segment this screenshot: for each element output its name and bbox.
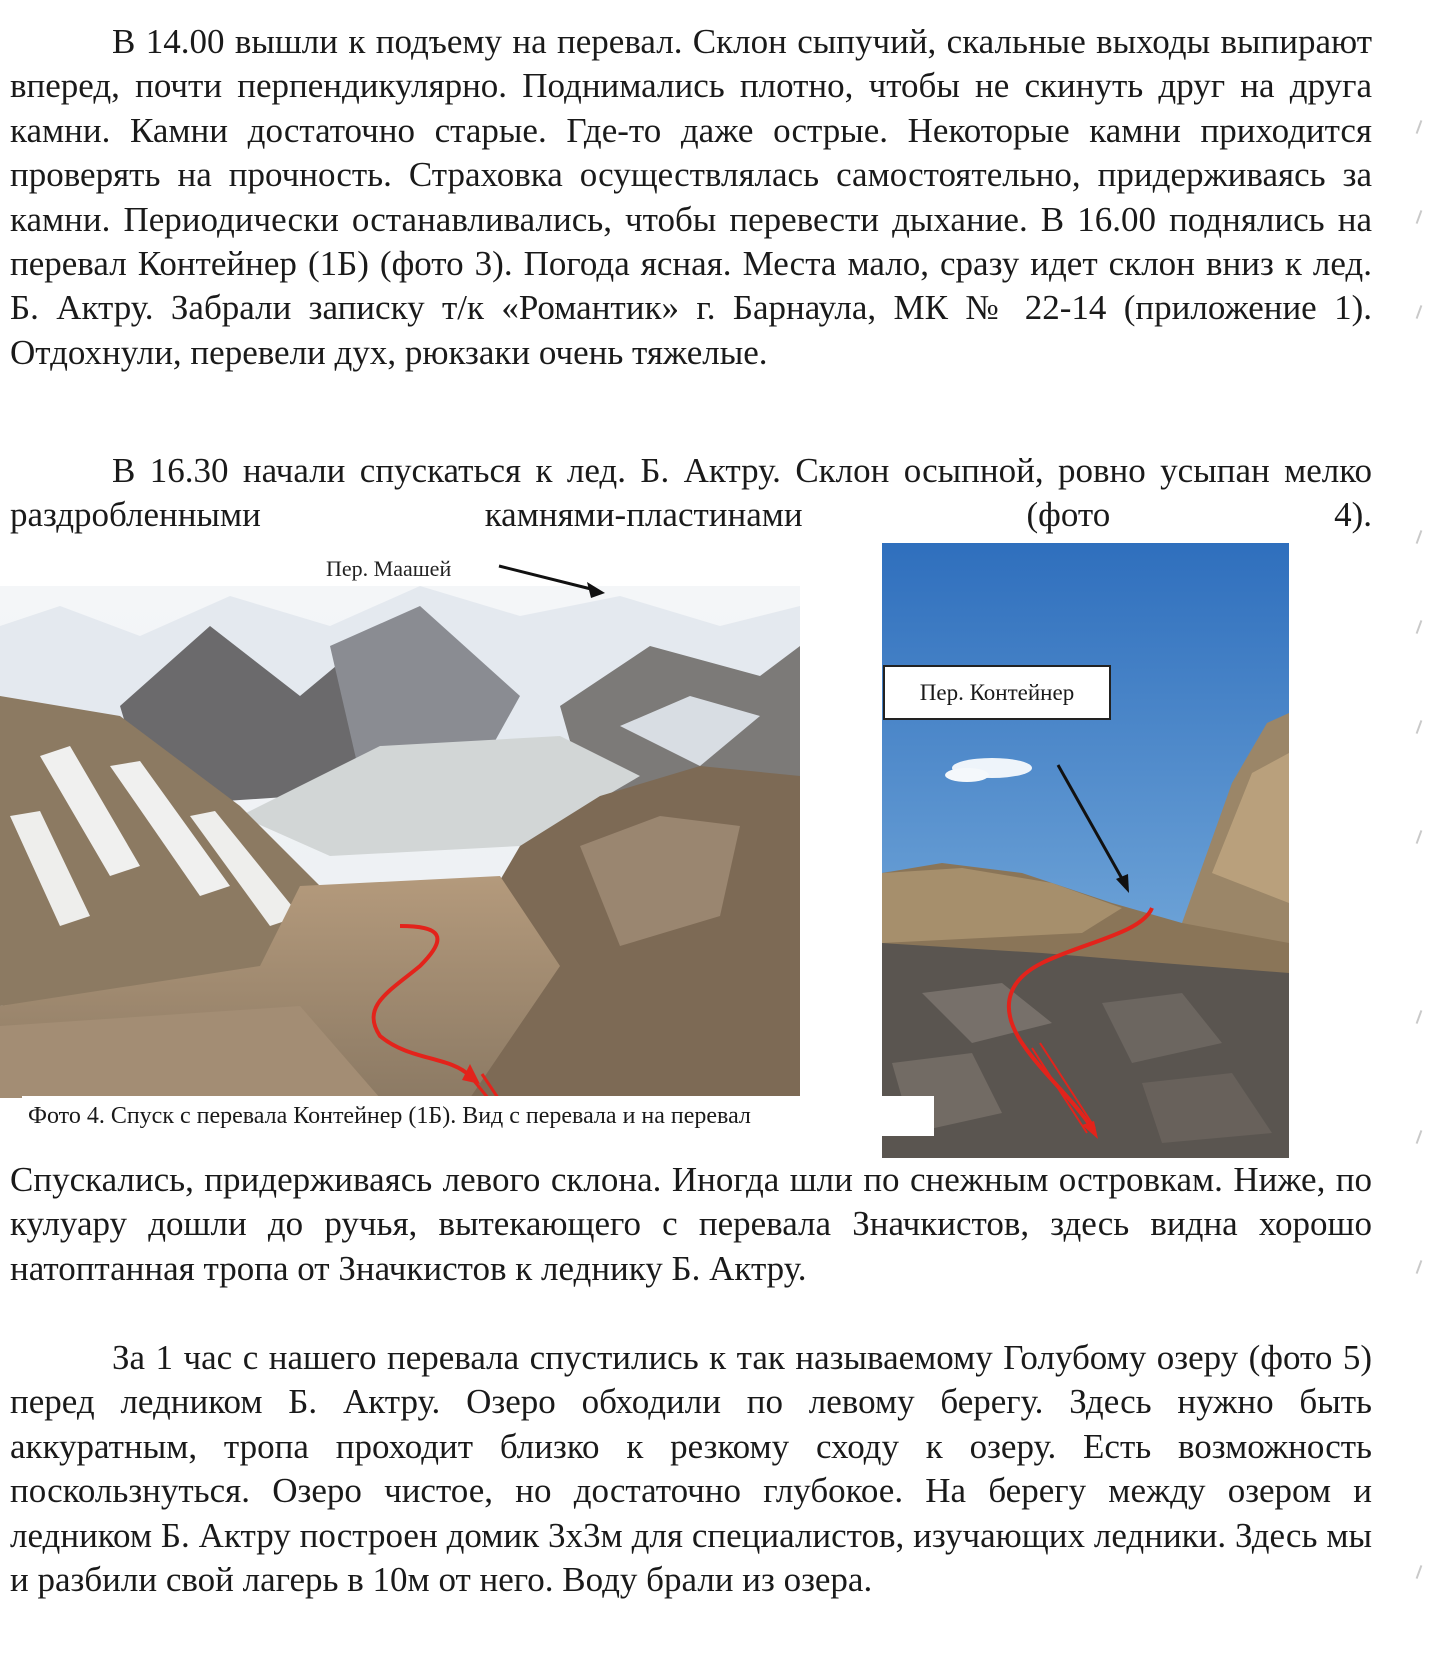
maashey-pass-label: Пер. Маашей bbox=[326, 556, 452, 581]
scan-edge-mark bbox=[1416, 210, 1423, 224]
scan-edge-mark bbox=[1416, 305, 1423, 319]
scan-edge-mark bbox=[1416, 1565, 1423, 1579]
paragraph-3: Спускались, придерживаясь левого склона. Иногда шли по снежным островкам. Ниже, по кулуару дошли до ручья, вытекающего с перевала Значкистов, здесь видна хорошо натоптанная тропа от Значкистов к леднику Б. Актру. bbox=[10, 1160, 1372, 1288]
scan-edge-mark bbox=[1416, 720, 1423, 734]
arrow-to-maashey-icon bbox=[495, 560, 610, 600]
paragraph-4: За 1 час с нашего перевала спустились к так называемому Голубому озеру (фото 5) перед ледником Б. Актру. Озеро обходили по левому берегу. Здесь нужно быть аккуратным, тропа проходит близко к резкому сходу к озеру. Есть возможность поскользнуться. Озеро чистое, но достаточно глубокое. На берегу между озером и ледником Б. Актру построен домик 3х3м для специалистов, изучающих ледники. Здесь мы и разбили свой лагерь в 10м от него. Воду брали из озера. bbox=[10, 1338, 1372, 1600]
paragraph-1: В 14.00 вышли к подъему на перевал. Склон сыпучий, скальные выходы выпирают вперед, почти перпендикулярно. Поднимались плотно, чтобы не скинуть друг на друга камни. Камни достаточно старые. Где-то даже острые. Некоторые камни приходится проверять на прочность. Страховка осуществлялась самостоятельно, придерживаясь за камни. Периодически останавливались, чтобы перевести дыхание. В 16.00 поднялись на перевал Контейнер (1Б) (фото 3). Погода ясная. Места мало, сразу идет склон вниз к лед. Б. Актру. Забрали записку т/к «Романтик» г. Барнаула, МК № 22-14 (приложение 1). Отдохнули, перевели дух, рюкзаки очень тяжелые. bbox=[10, 22, 1372, 372]
container-pass-label: Пер. Контейнер bbox=[883, 665, 1111, 720]
paragraph-2: В 16.30 начали спускаться к лед. Б. Актру. Склон осыпной, ровно усыпан мелко раздробленными камнями-пластинами (фото 4). bbox=[10, 451, 1372, 535]
scan-edge-mark bbox=[1416, 620, 1423, 634]
scan-edge-mark bbox=[1416, 1260, 1423, 1274]
photo-descent-view bbox=[0, 586, 800, 1098]
scan-edge-mark bbox=[1416, 1010, 1423, 1024]
scan-edge-mark bbox=[1416, 1130, 1423, 1144]
scan-edge-mark bbox=[1416, 120, 1423, 134]
photo-descent-view-image bbox=[0, 586, 800, 1098]
scan-edge-mark bbox=[1416, 830, 1423, 844]
photo-pass-view bbox=[882, 543, 1289, 1158]
scan-edge-mark bbox=[1416, 530, 1423, 544]
figure-caption: Фото 4. Спуск с перевала Контейнер (1Б). Вид с перевала и на перевал bbox=[22, 1096, 934, 1136]
photo-pass-view-image bbox=[882, 543, 1289, 1158]
